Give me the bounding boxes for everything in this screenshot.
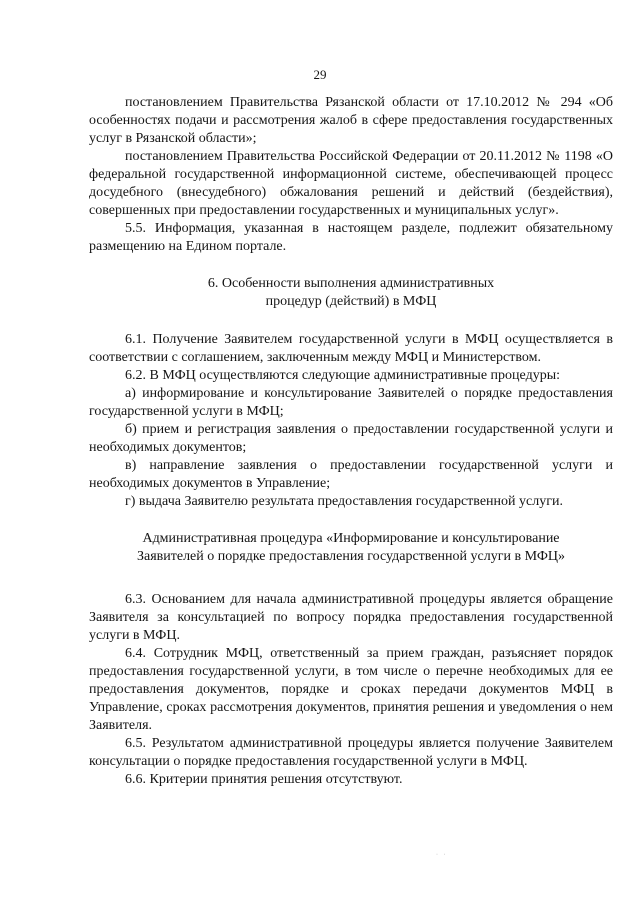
- item-6-2-b: б) прием и регистрация заявления о предоставлении государственной услуги и необходимых документов;: [89, 422, 613, 455]
- document-body: [89, 94, 613, 789]
- procedure-heading-line2: Заявителей о порядке предоставления государственной услуги в МФЦ»: [136, 549, 566, 564]
- paragraph-resolution-rf: постановлением Правительства Российской Федерации от 20.11.2012 № 1198 «О федеральной государственной информационной системе, обеспечивающей процесс досудебного (внесудебного) обжалования решений и действий (бездействия), совершенных при предоставлении государственных и муниципальных услуг».: [89, 149, 613, 218]
- item-6-4: 6.4. Сотрудник МФЦ, ответственный за прием граждан, разъясняет порядок предоставления государственной услуги, в том числе о перечне необходимых для ее предоставления документов, порядке и сроках передачи документов МФЦ в Управление, сроках рассмотрения документов, принятия решения и уведомления о нем Заявителя.: [89, 646, 613, 733]
- item-6-2-a: а) информирование и консультирование Заявителей о порядке предоставления государственной услуги в МФЦ;: [89, 386, 613, 419]
- item-6-2-v: в) направление заявления о предоставлении государственной услуги и необходимых документов в Управление;: [89, 458, 613, 491]
- item-6-6: 6.6. Критерии принятия решения отсутствуют.: [125, 772, 403, 787]
- item-6-2-g: г) выдача Заявителю результата предоставления государственной услуги.: [125, 494, 563, 509]
- section-6-heading-line2: процедур (действий) в МФЦ: [265, 294, 437, 309]
- paragraph-resolution-ryazan: постановлением Правительства Рязанской области от 17.10.2012 № 294 «Об особенностях подачи и рассмотрения жалоб в сфере предоставления государственных услуг в Рязанской области»;: [89, 95, 613, 146]
- scan-speck: · ·: [436, 852, 448, 858]
- procedure-heading-line1: Административная процедура «Информирование и консультирование: [142, 531, 560, 546]
- item-6-3: 6.3. Основанием для начала административной процедуры является обращение Заявителя за консультацией по вопросу порядка предоставления государственной услуги в МФЦ.: [89, 592, 613, 643]
- item-6-2: 6.2. В МФЦ осуществляются следующие административные процедуры:: [125, 368, 560, 383]
- section-6-heading-line1: 6. Особенности выполнения административных: [207, 276, 495, 291]
- paragraph-5-5: 5.5. Информация, указанная в настоящем разделе, подлежит обязательному размещению на Едином портале.: [89, 221, 613, 254]
- item-6-5: 6.5. Результатом административной процедуры является получение Заявителем консультации о порядке предоставления государственной услуги в МФЦ.: [89, 736, 613, 769]
- item-6-1: 6.1. Получение Заявителем государственной услуги в МФЦ осуществляется в соответствии с соглашением, заключенным между МФЦ и Министерством.: [89, 332, 613, 365]
- page-number: 29: [313, 67, 327, 82]
